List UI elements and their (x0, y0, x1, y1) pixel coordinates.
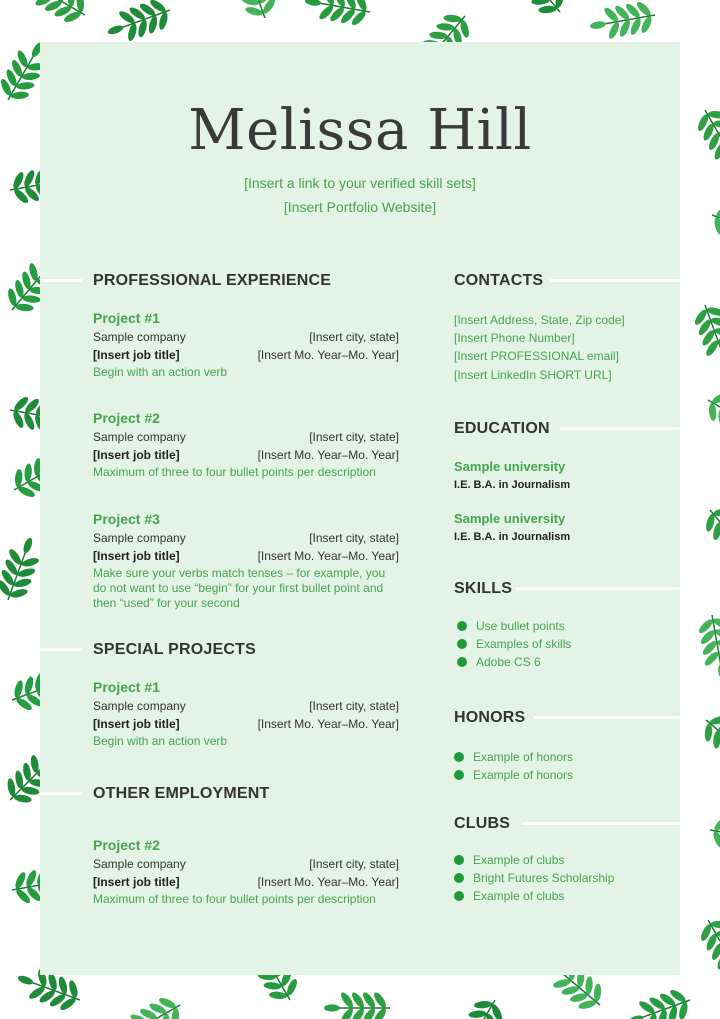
honor-item: Example of honors (451, 748, 573, 766)
skills-list (454, 617, 571, 671)
leaf-sprig (690, 101, 720, 176)
leaf-sprig (693, 911, 720, 986)
experience-project (93, 511, 399, 611)
section-rule (40, 648, 82, 651)
leaf-sprig (689, 299, 720, 373)
job-title: [Insert job title] (93, 549, 180, 563)
company-name: Sample company (93, 330, 186, 344)
job-title: [Insert job title] (93, 448, 180, 462)
section-rule (550, 279, 680, 282)
project-note: Maximum of three to four bullet points per description (93, 892, 376, 906)
honors-heading: HONORS (454, 709, 526, 726)
education-school: Sample university (454, 459, 566, 474)
section-rule (40, 792, 82, 795)
company-name: Sample company (93, 699, 186, 713)
education-school: Sample university (454, 511, 566, 526)
education-heading: EDUCATION (454, 420, 550, 437)
contact-email[interactable]: [Insert PROFESSIONAL email] (454, 349, 619, 363)
leaf-sprig (114, 990, 189, 1019)
project-dates: [Insert Mo. Year–Mo. Year] (257, 549, 399, 563)
project-title: Project #3 (93, 511, 160, 527)
leaf-sprig (587, 0, 658, 44)
leaf-sprig (447, 991, 510, 1019)
leaf-sprig (697, 499, 720, 572)
contacts-heading: CONTACTS (454, 272, 544, 289)
employment-project (93, 837, 399, 907)
project-location: [Insert city, state] (309, 330, 399, 344)
project-location: [Insert city, state] (309, 531, 399, 545)
leaf-sprig (302, 0, 373, 29)
club-item: Example of clubs (451, 851, 614, 869)
contact-linkedin[interactable]: [Insert LinkedIn SHORT URL] (454, 368, 612, 382)
special-projects-heading: SPECIAL PROJECTS (93, 641, 256, 658)
project-location: [Insert city, state] (309, 430, 399, 444)
section-rule (522, 822, 680, 825)
leaf-sprig (324, 991, 390, 1019)
leaf-sprig (707, 813, 720, 859)
project-title: Project #2 (93, 837, 160, 853)
section-rule (534, 716, 680, 719)
honors-list (451, 748, 573, 784)
leaf-sprig (695, 707, 720, 776)
other-employment-heading: OTHER EMPLOYMENT (93, 785, 270, 802)
professional-experience-heading: PROFESSIONAL EXPERIENCE (93, 272, 332, 289)
education-degree: I.E. B.A. in Journalism (454, 531, 571, 543)
project-location: [Insert city, state] (309, 699, 399, 713)
project-dates: [Insert Mo. Year–Mo. Year] (257, 875, 399, 889)
project-note: Begin with an action verb (93, 365, 228, 379)
education-degree: I.E. B.A. in Journalism (454, 479, 571, 491)
project-note: Make sure your verbs match tenses – for example, you do not want to use “begin” for your first bullet point and then “used” for your second (93, 566, 386, 610)
project-dates: [Insert Mo. Year–Mo. Year] (257, 348, 399, 362)
portfolio-link[interactable]: [Insert Portfolio Website] (283, 199, 437, 215)
project-note: Begin with an action verb (93, 734, 228, 748)
club-item: Bright Futures Scholarship (451, 869, 614, 887)
company-name: Sample company (93, 430, 186, 444)
project-dates: [Insert Mo. Year–Mo. Year] (257, 717, 399, 731)
project-dates: [Insert Mo. Year–Mo. Year] (257, 448, 399, 462)
clubs-list (451, 851, 614, 905)
project-title: Project #1 (93, 310, 160, 326)
job-title: [Insert job title] (93, 875, 180, 889)
leaf-sprig (706, 199, 720, 254)
club-item: Example of clubs (451, 887, 614, 905)
section-rule (40, 279, 82, 282)
section-rule (560, 427, 680, 430)
experience-project (93, 410, 399, 480)
leaf-sprig (622, 984, 696, 1019)
skill-set-link[interactable]: [Insert a link to your verified skill sets] (244, 175, 476, 191)
project-title: Project #1 (93, 679, 160, 695)
contact-phone[interactable]: [Insert Phone Number] (454, 331, 575, 345)
project-title: Project #2 (93, 410, 160, 426)
skills-heading: SKILLS (454, 580, 513, 597)
skill-item: Adobe CS 6 (454, 653, 571, 671)
resume-page (40, 42, 680, 975)
project-location: [Insert city, state] (309, 857, 399, 871)
clubs-heading: CLUBS (454, 815, 511, 832)
job-title: [Insert job title] (93, 717, 180, 731)
section-rule (516, 587, 680, 590)
candidate-name: Melissa Hill (188, 98, 532, 163)
leaf-sprig (699, 385, 720, 448)
special-project (93, 679, 399, 749)
contact-address: [Insert Address, State, Zip code] (454, 313, 625, 327)
leaf-sprig (19, 0, 94, 30)
job-title: [Insert job title] (93, 348, 180, 362)
experience-project (93, 310, 399, 380)
company-name: Sample company (93, 531, 186, 545)
skill-item: Examples of skills (454, 635, 571, 653)
honor-item: Example of honors (451, 766, 573, 784)
company-name: Sample company (93, 857, 186, 871)
leaf-sprig (504, 0, 573, 23)
leaf-sprig (226, 0, 281, 24)
leaf-sprig (695, 612, 720, 683)
project-note: Maximum of three to four bullet points per description (93, 465, 376, 479)
skill-item: Use bullet points (454, 617, 571, 635)
